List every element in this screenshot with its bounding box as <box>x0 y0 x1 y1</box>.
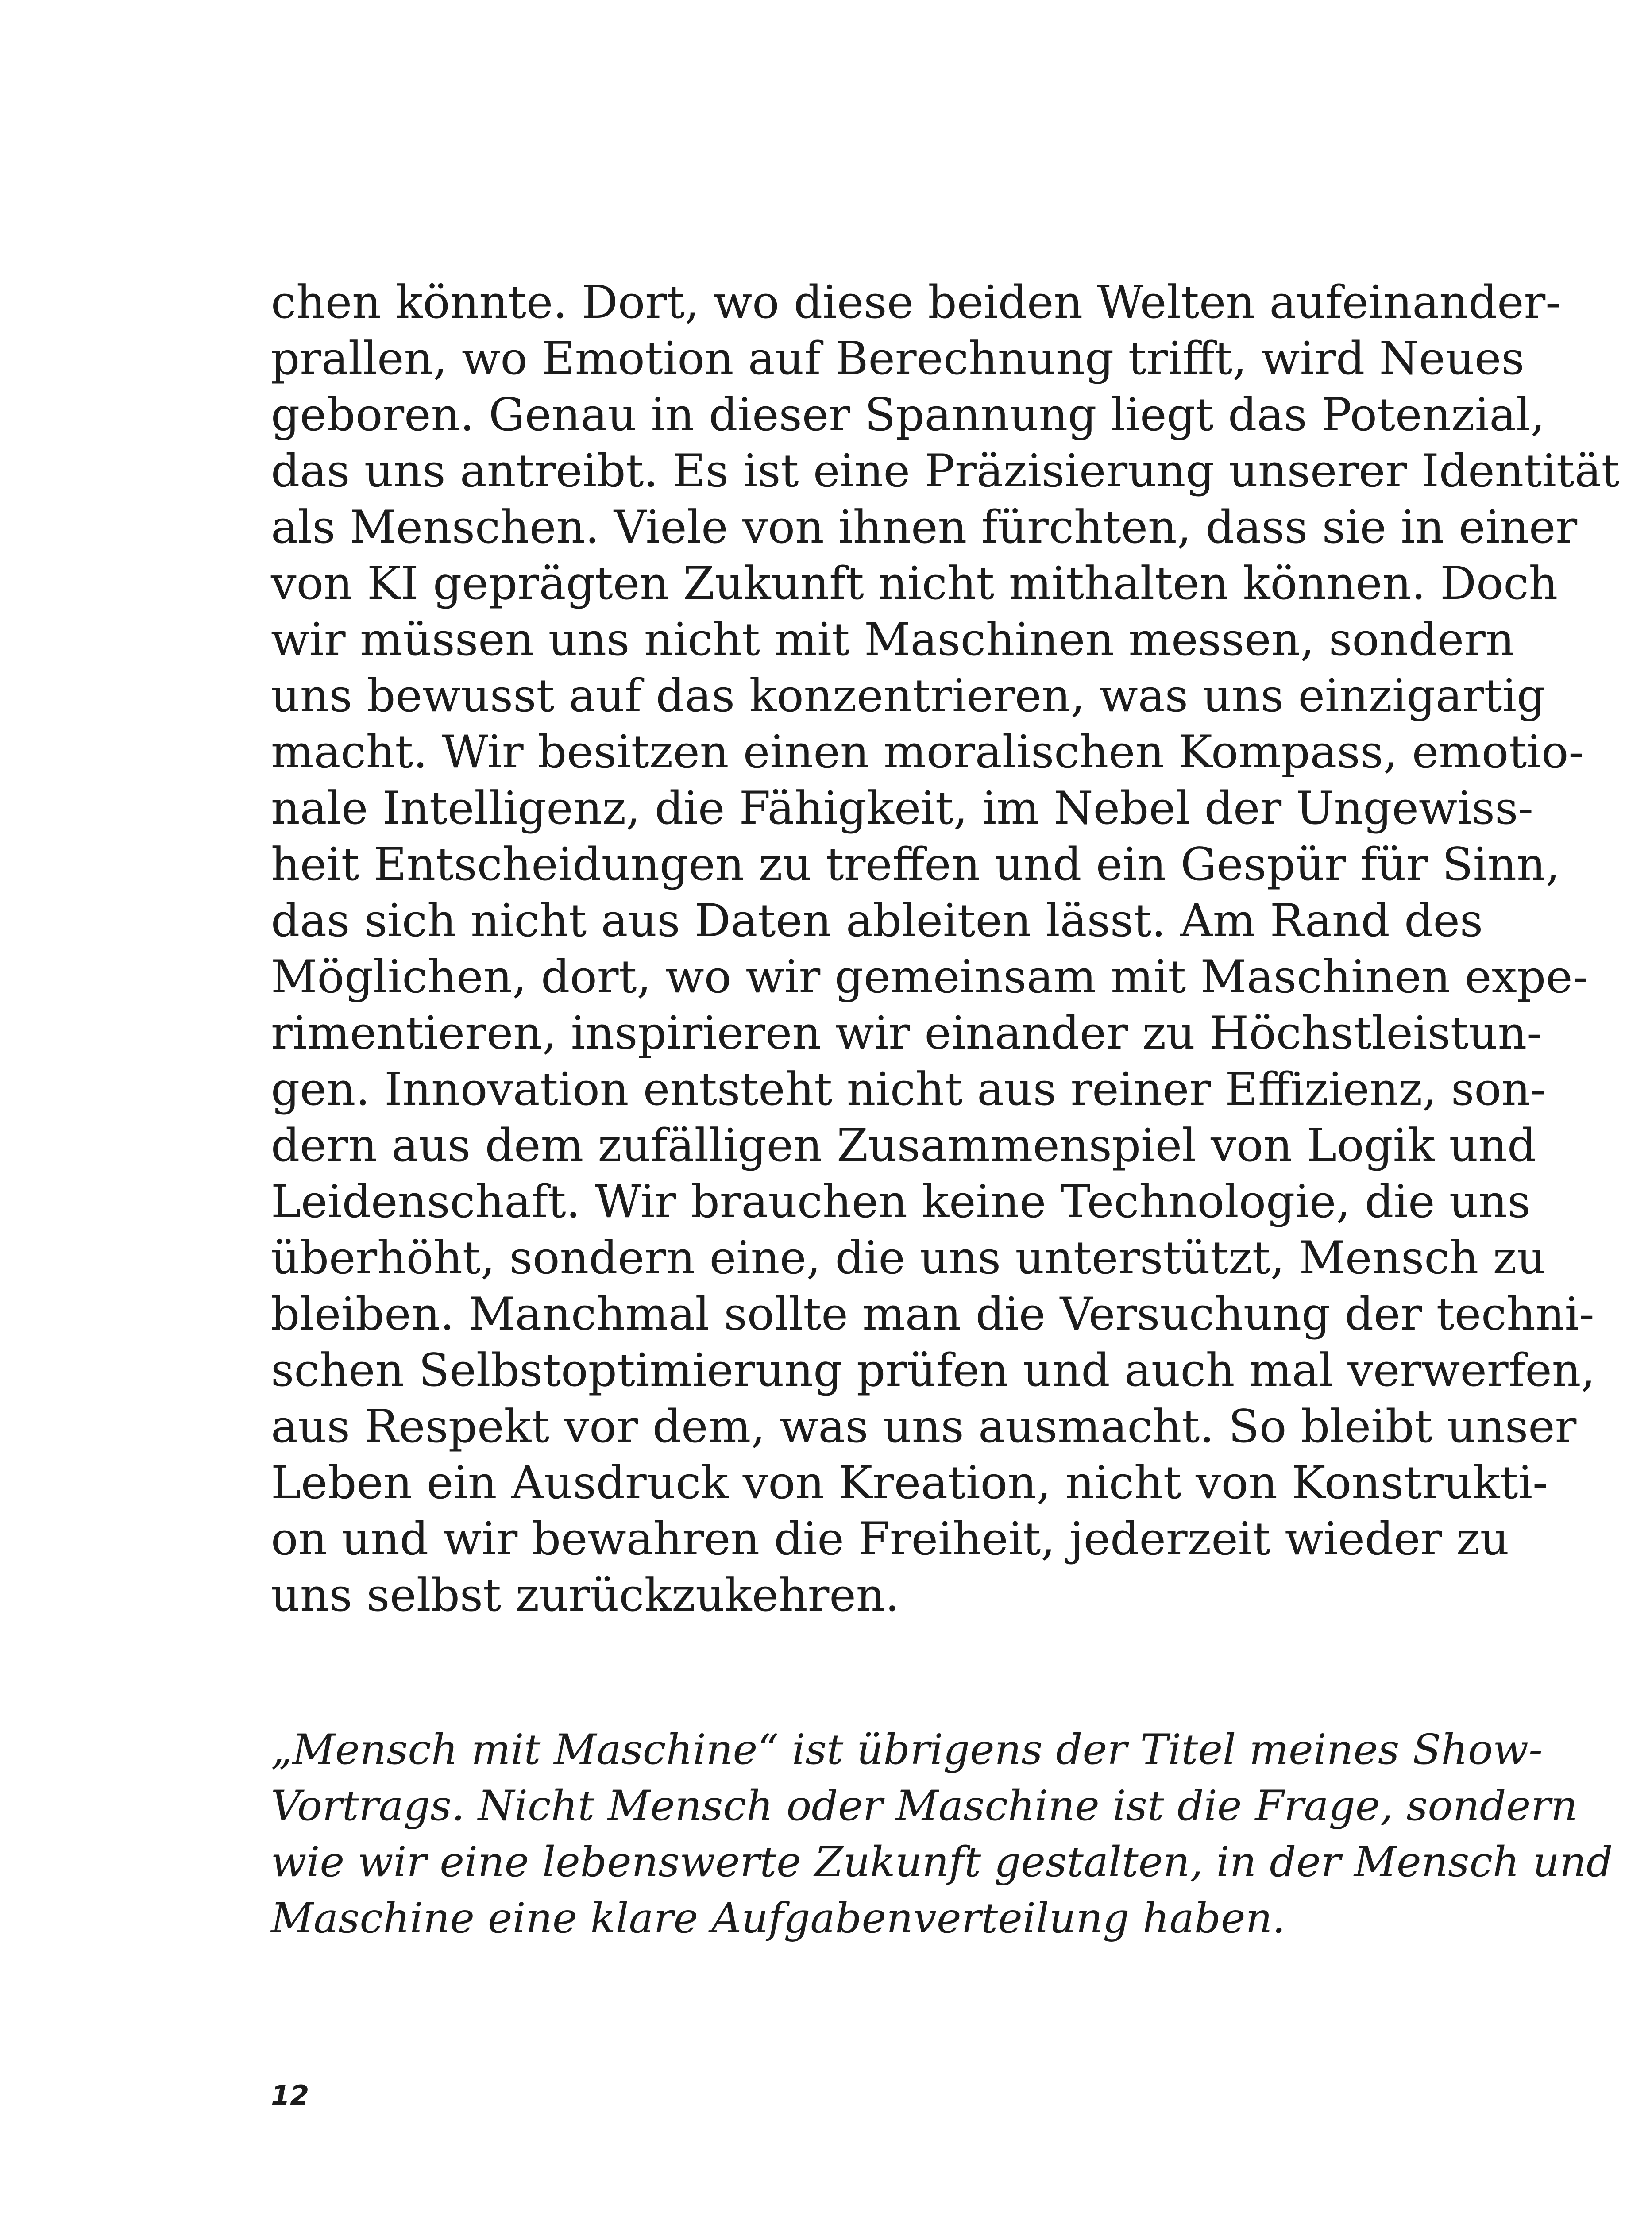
text-line: geboren. Genau in dieser Spannung liegt das Potenzial, <box>271 389 1545 441</box>
text-line: on und wir bewahren die Freiheit, jederzeit wieder zu <box>271 1513 1509 1565</box>
text-line: als Menschen. Viele von ihnen fürchten, dass sie in einer <box>271 501 1578 554</box>
text-line: macht. Wir besitzen einen moralischen Kompass, emotio- <box>271 726 1584 779</box>
quote-line: Maschine eine klare Aufgabenverteilung haben. <box>271 1894 1285 1943</box>
quote-line: Vortrags. Nicht Mensch oder Maschine ist die Frage, sondern <box>271 1782 1578 1830</box>
text-line: schen Selbstoptimierung prüfen und auch mal verwerfen, <box>271 1344 1595 1397</box>
text-line: überhöht, sondern eine, die uns unterstützt, Mensch zu <box>271 1232 1546 1284</box>
text-line: prallen, wo Emotion auf Berechnung trifft, wird Neues <box>271 332 1525 385</box>
text-line: uns bewusst auf das konzentrieren, was uns einzigartig <box>271 670 1546 722</box>
text-line: Leben ein Ausdruck von Kreation, nicht von Konstrukti- <box>271 1457 1548 1509</box>
text-line: von KI geprägten Zukunft nicht mithalten können. Doch <box>271 557 1558 610</box>
text-line: wir müssen uns nicht mit Maschinen messen, sondern <box>271 613 1515 666</box>
text-line: chen könnte. Dort, wo diese beiden Welten aufeinander- <box>271 276 1561 329</box>
page-number: 12 <box>271 2079 309 2112</box>
text-line: heit Entscheidungen zu treffen und ein Gespür für Sinn, <box>271 838 1560 891</box>
text-line: Möglichen, dort, wo wir gemeinsam mit Maschinen expe- <box>271 951 1588 1003</box>
text-line: nale Intelligenz, die Fähigkeit, im Nebel der Ungewiss- <box>271 782 1533 835</box>
text-line: das sich nicht aus Daten ableiten lässt. Am Rand des <box>271 894 1483 947</box>
text-line: rimentieren, inspirieren wir einander zu Höchstleistun- <box>271 1007 1542 1060</box>
text-line: bleiben. Manchmal sollte man die Versuchung der techni- <box>271 1288 1594 1341</box>
quote-line: „Mensch mit Maschine“ ist übrigens der Titel meines Show- <box>271 1726 1543 1774</box>
text-line: das uns antreibt. Es ist eine Präzisierung unserer Identität <box>271 445 1620 497</box>
text-line: Leidenschaft. Wir brauchen keine Technologie, die uns <box>271 1176 1531 1228</box>
text-line: aus Respekt vor dem, was uns ausmacht. So bleibt unser <box>271 1400 1577 1453</box>
body-paragraph <box>271 274 1620 1623</box>
text-line: dern aus dem zufälligen Zusammenspiel von Logik und <box>271 1119 1536 1172</box>
quote-line: wie wir eine lebenswerte Zukunft gestalten, in der Mensch und <box>271 1838 1613 1886</box>
text-line: gen. Innovation entsteht nicht aus reiner Effizienz, son- <box>271 1063 1546 1116</box>
text-line: uns selbst zurückzukehren. <box>271 1569 899 1622</box>
italic-quote-paragraph <box>271 1722 1613 1947</box>
